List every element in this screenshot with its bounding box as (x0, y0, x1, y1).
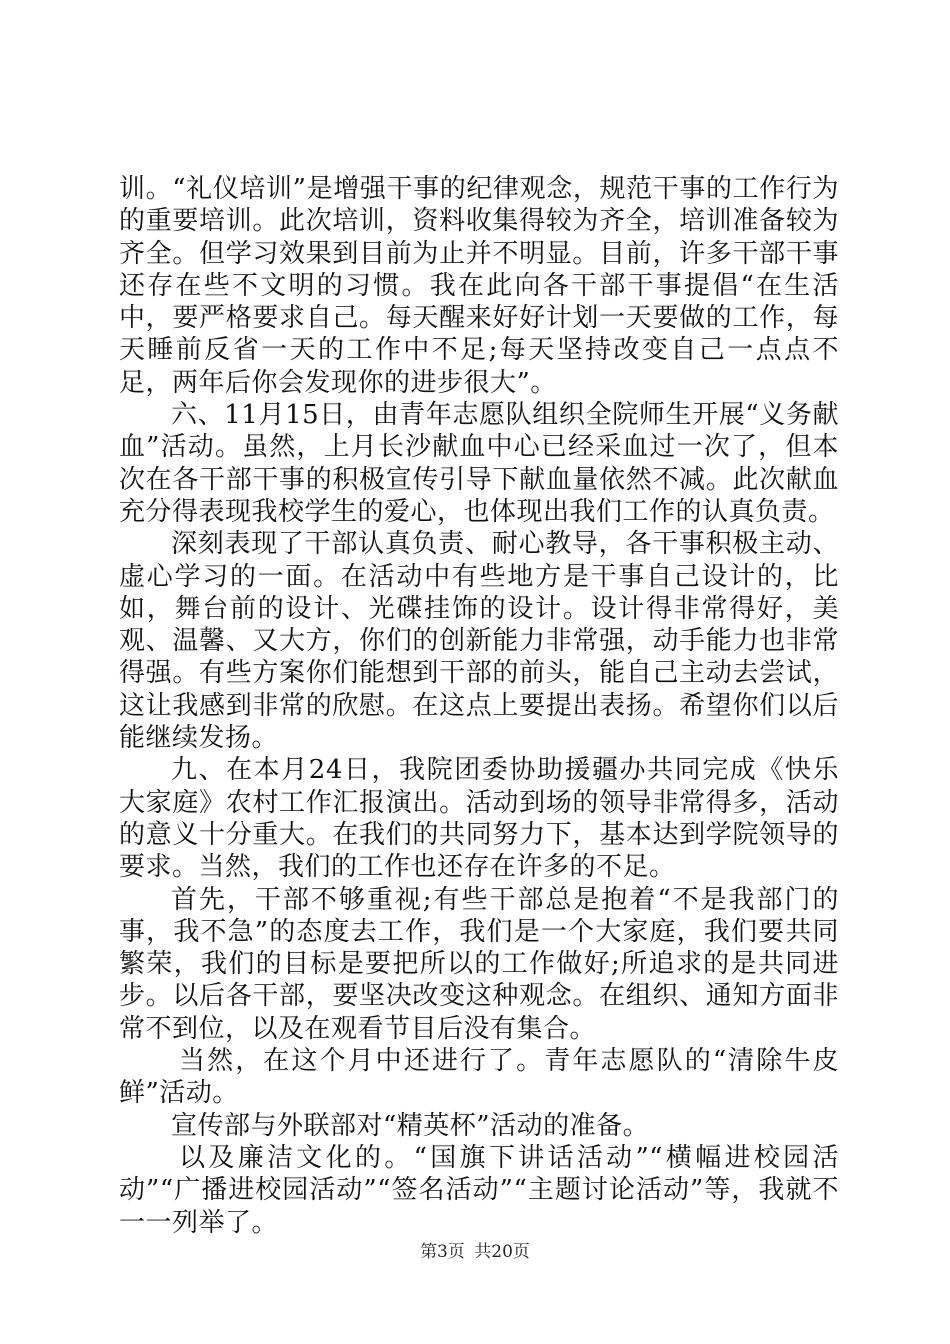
page-total: 共20页 (474, 1242, 530, 1262)
document-body (119, 173, 839, 1239)
page-footer (0, 1241, 950, 1263)
page-number: 第3页 (420, 1242, 465, 1262)
paragraph-elite-cup: 宣传部与外联部对“精英杯”活动的准备。 (171, 1110, 650, 1141)
paragraph-training: 训。“礼仪培训”是增强干事的纪律观念，规范干事的工作行为的重要培训。此次培训，资料收集得较为齐全，培训准备较为齐全。但学习效果到目前为止并不明显。目前，许多干部干事还存在些不文明的习惯。我在此向各干部干事提倡“在生活中，要严格要求自己。每天醒来好好计划一天要做的工作，每天睡前反省一天的工作中不足;每天坚持改变自己一点点不足，两年后你会发现你的进步很大”。 (119, 174, 839, 398)
paragraph-integrity-culture: 以及廉洁文化的。“国旗下讲话活动”“横幅进校园活动”“广播进校园活动”“签名活动”“主题讨论活动”等，我就不一一列举了。 (119, 1142, 839, 1238)
paragraph-performance: 九、在本月24日，我院团委协助援疆办共同完成《快乐大家庭》农村工作汇报演出。活动到场的领导非常得多，活动的意义十分重大。在我们的共同努力下，基本达到学院领导的要求。当然，我们的工作也还存在许多的不足。 (119, 755, 839, 883)
paragraph-blood-donation: 六、11月15日，由青年志愿队组织全院师生开展“义务献血”活动。虽然，上月长沙献血中心已经采血过一次了，但本次在各干部干事的积极宣传引导下献血量依然不减。此次献血充分得表现我校学生的爱心，也体现出我们工作的认真负责。 (119, 400, 839, 527)
paragraph-volunteer-cleanup: 当然，在这个月中还进行了。青年志愿队的“清除牛皮鲜”活动。 (119, 1046, 839, 1109)
paragraph-design-praise: 深刻表现了干部认真负责、耐心教导，各干事积极主动、虚心学习的一面。在活动中有些地方是干事自己设计的，比如，舞台前的设计、光碟挂饰的设计。设计得非常得好，美观、温馨、又大方，你们的创新能力非常强，动手能力也非常得强。有些方案你们能想到干部的前头，能自己主动去尝试，这让我感到非常的欣慰。在这点上要提出表扬。希望你们以后能继续发扬。 (119, 529, 839, 754)
paragraph-shortcomings: 首先，干部不够重视;有些干部总是抱着“不是我部门的事，我不急”的态度去工作，我们是一个大家庭，我们要共同繁荣，我们的目标是要把所以的工作做好;所追求的是共同进步。以后各干部，要坚决改变这种观念。在组织、通知方面非常不到位，以及在观看节目后没有集合。 (119, 884, 839, 1044)
